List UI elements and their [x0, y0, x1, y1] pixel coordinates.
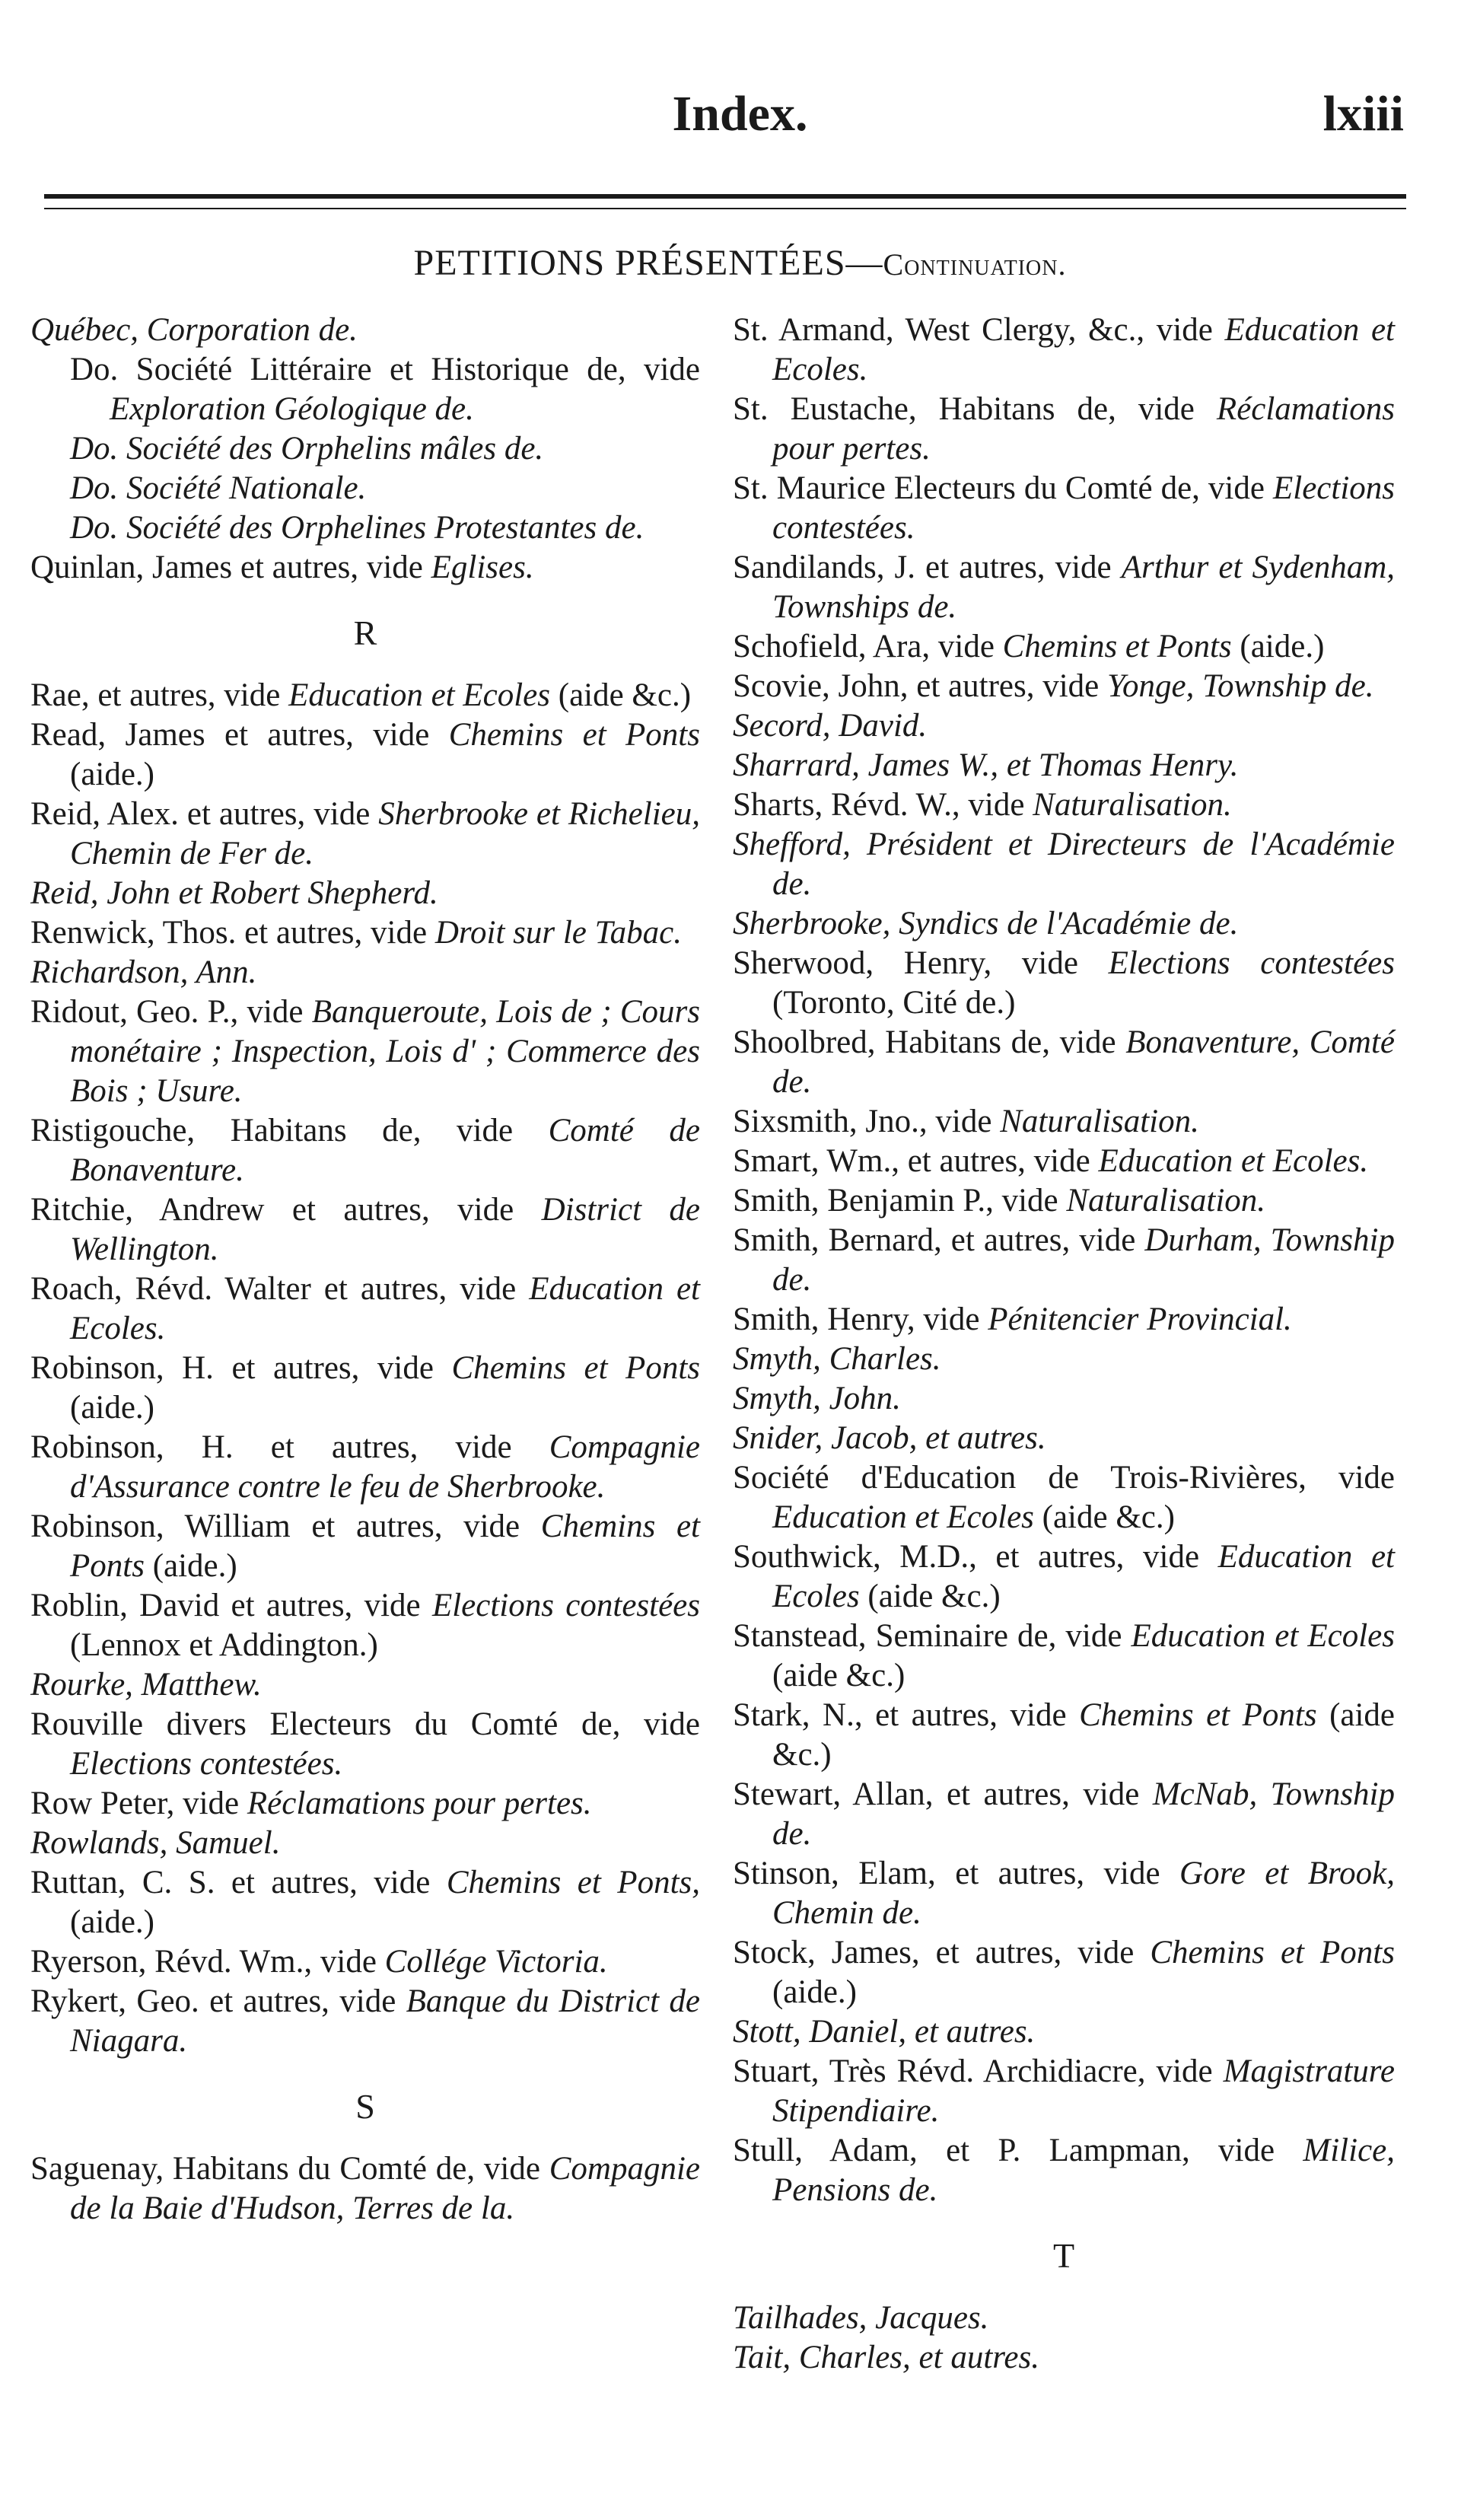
entry-reference: Chemins et Ponts	[448, 717, 700, 753]
entry-text: Reid, Alex. et autres, vide	[30, 796, 379, 832]
entry-reference: Tailhades, Jacques.	[733, 2300, 989, 2336]
entry-text: Ridout, Geo. P., vide	[30, 994, 312, 1030]
entry-text: Smith, Benjamin P., vide	[733, 1183, 1067, 1219]
right-entries-t	[733, 2299, 1395, 2378]
index-entry	[30, 676, 700, 715]
index-entry	[733, 1419, 1395, 1458]
entry-text: Read, James et autres, vide	[30, 717, 449, 753]
index-entry	[733, 2338, 1395, 2378]
entry-text: Roblin, David et autres, vide	[30, 1588, 432, 1623]
index-entry	[733, 548, 1395, 627]
entry-reference: Education et Ecoles	[1131, 1618, 1395, 1654]
entry-text: Row Peter, vide	[30, 1786, 247, 1821]
index-entry	[733, 1854, 1395, 1933]
running-title: Index.	[672, 86, 808, 142]
entry-reference: Chemins et Ponts,	[446, 1865, 700, 1900]
index-entry	[30, 874, 700, 913]
entry-reference: Naturalisation.	[1033, 787, 1232, 823]
section-title-main: PETITIONS PRÉSENTÉES—	[413, 243, 883, 283]
entry-text: Stanstead, Seminaire de, vide	[733, 1618, 1131, 1654]
entry-reference: Yonge, Township de.	[1107, 668, 1374, 704]
index-entry	[733, 1181, 1395, 1221]
index-entry	[733, 667, 1395, 706]
entry-text: Sandilands, J. et autres, vide	[733, 550, 1122, 585]
entry-text: Sherwood, Henry, vide	[733, 945, 1109, 981]
entry-text: Quinlan, James et autres, vide	[30, 550, 431, 585]
index-entry	[733, 469, 1395, 548]
entry-text: Smart, Wm., et autres, vide	[733, 1143, 1099, 1179]
entry-text: (Lennox et Addington.)	[70, 1627, 378, 1663]
left-entries-r	[30, 676, 700, 2061]
right-entries-s	[733, 311, 1395, 2210]
entry-reference: Magistrature Stipendiaire.	[772, 2053, 1395, 2129]
entry-text: Stark, N., et autres, vide	[733, 1697, 1080, 1733]
index-entry	[30, 350, 700, 429]
entry-text: Stewart, Allan, et autres, vide	[733, 1776, 1153, 1812]
index-entry	[30, 1665, 700, 1705]
entry-reference: Do. Société des Orphelines Protestantes de.	[70, 510, 645, 546]
index-entry	[733, 825, 1395, 904]
index-entry	[30, 311, 700, 350]
section-title-continuation: Continuation.	[883, 247, 1067, 282]
index-entry	[733, 1102, 1395, 1142]
entry-reference: Tait, Charles, et autres.	[733, 2340, 1039, 2375]
entry-text: Robinson, H. et autres, vide	[30, 1350, 452, 1386]
entry-text: Smith, Bernard, et autres, vide	[733, 1222, 1145, 1258]
entry-reference: Bonaventure, Comté de.	[772, 1024, 1395, 1100]
entry-text: Schofield, Ara, vide	[733, 629, 1003, 664]
entry-reference: Rowlands, Samuel.	[30, 1825, 281, 1861]
entry-reference: Shefford, Président et Directeurs de l'Académie de.	[733, 827, 1395, 902]
index-entry	[733, 1933, 1395, 2012]
entry-text: Southwick, M.D., et autres, vide	[733, 1539, 1218, 1575]
entry-reference: McNab, Township de.	[772, 1776, 1395, 1852]
entry-reference: Education et Ecoles.	[70, 1271, 700, 1346]
index-entry	[733, 944, 1395, 1023]
index-entry	[733, 904, 1395, 944]
entry-reference: Education et Ecoles.	[1098, 1143, 1369, 1179]
index-entry	[30, 1942, 700, 1982]
index-entry	[733, 1537, 1395, 1617]
entry-reference: Smyth, Charles.	[733, 1341, 941, 1377]
letter-heading-t: T	[1052, 2236, 1075, 2275]
header-rule-thin	[44, 208, 1406, 209]
entry-text: (aide.)	[70, 1904, 155, 1940]
entry-text: (aide &c.)	[550, 677, 692, 713]
index-entry	[733, 2012, 1395, 2052]
entry-text: Do. Société Littéraire et Historique de, vide	[70, 352, 700, 387]
entry-reference: Chemins et Ponts	[70, 1508, 700, 1584]
entry-text: Ryerson, Révd. Wm., vide	[30, 1944, 385, 1980]
entry-reference: Richardson, Ann.	[30, 954, 257, 990]
entry-text: Sixsmith, Jno., vide	[733, 1104, 1001, 1139]
entry-text: Québec, Corporation de.	[30, 312, 358, 348]
right-column	[733, 311, 1395, 2378]
index-entry	[30, 795, 700, 874]
entry-text: Stuart, Très Révd. Archidiacre, vide	[733, 2053, 1224, 2089]
index-entry	[30, 1863, 700, 1942]
index-entry	[30, 508, 700, 548]
index-entry	[733, 1379, 1395, 1419]
letter-heading-s: S	[355, 2087, 375, 2126]
entry-reference: Education et Ecoles.	[772, 312, 1395, 387]
entry-reference: Sherbrooke et Richelieu, Chemin de Fer de.	[70, 796, 700, 871]
entry-text: Stull, Adam, et P. Lampman, vide	[733, 2133, 1303, 2168]
entry-text: (aide.)	[144, 1548, 237, 1584]
entry-reference: Smyth, John.	[733, 1381, 901, 1416]
index-entry	[733, 785, 1395, 825]
entry-reference: Chemins et Ponts	[451, 1350, 700, 1386]
entry-reference: District de Wellington.	[70, 1192, 700, 1267]
entry-text: Rouville divers Electeurs du Comté de, vide	[30, 1706, 700, 1742]
entry-reference: Banque du District de Niagara.	[70, 1983, 700, 2059]
entry-reference: Education et Ecoles	[772, 1499, 1034, 1535]
entry-reference: Exploration Géologique de.	[110, 391, 474, 427]
entry-text: Rykert, Geo. et autres, vide	[30, 1983, 406, 2019]
index-entry	[30, 1824, 700, 1863]
entry-reference: Elections contestées	[431, 1588, 700, 1623]
entry-text: Smith, Henry, vide	[733, 1301, 988, 1337]
index-entry	[733, 1617, 1395, 1696]
entry-reference: Snider, Jacob, et autres.	[733, 1420, 1046, 1456]
entry-text: (aide &c.)	[772, 1658, 906, 1693]
index-entry	[733, 706, 1395, 746]
entry-reference: Compagnie d'Assurance contre le feu de Sherbrooke.	[70, 1429, 700, 1505]
index-entry	[733, 627, 1395, 667]
entry-text: Renwick, Thos. et autres, vide	[30, 915, 435, 951]
entry-reference: Eglises.	[431, 550, 534, 585]
entry-text: (Toronto, Cité de.)	[772, 985, 1016, 1021]
entry-text: St. Armand, West Clergy, &c., vide	[733, 312, 1225, 348]
entry-reference: Chemins et Ponts	[1150, 1935, 1395, 1970]
index-entry	[30, 469, 700, 508]
entry-text: Robinson, H. et autres, vide	[30, 1429, 549, 1465]
left-entries-s	[30, 2149, 700, 2228]
entry-reference: Sherbrooke, Syndics de l'Académie de.	[733, 906, 1239, 941]
entry-text: (aide &c.)	[772, 1697, 1396, 1773]
index-entry	[30, 1507, 700, 1586]
entry-reference: Naturalisation.	[1066, 1183, 1266, 1219]
entry-text: (aide.)	[70, 1390, 155, 1426]
index-entry	[30, 953, 700, 992]
index-entry	[30, 1349, 700, 1428]
entry-reference: Rourke, Matthew.	[30, 1667, 262, 1703]
entry-text: Stinson, Elam, et autres, vide	[733, 1856, 1180, 1891]
index-entry	[30, 1270, 700, 1349]
entry-text: Roach, Révd. Walter et autres, vide	[30, 1271, 530, 1307]
index-entry	[30, 1111, 700, 1190]
entry-reference: Reid, John et Robert Shepherd.	[30, 875, 438, 911]
entry-reference: Do. Société Nationale.	[70, 470, 367, 506]
entry-text: Saguenay, Habitans du Comté de, vide	[30, 2151, 549, 2187]
index-entry	[733, 1221, 1395, 1300]
index-entry	[733, 2052, 1395, 2131]
header-rule-thick	[44, 194, 1406, 199]
index-entry	[30, 1190, 700, 1270]
index-entry	[30, 2149, 700, 2228]
page-header	[0, 85, 1480, 154]
entry-reference: Stott, Daniel, et autres.	[733, 2014, 1036, 2050]
entry-reference: Secord, David.	[733, 708, 928, 744]
index-entry	[30, 1428, 700, 1507]
entry-text: (aide &c.)	[859, 1579, 1001, 1614]
index-entry	[733, 746, 1395, 785]
index-entry	[30, 1784, 700, 1824]
entry-text: Stock, James, et autres, vide	[733, 1935, 1151, 1970]
entry-reference: Gore et Brook, Chemin de.	[772, 1856, 1395, 1931]
entry-text: Scovie, John, et autres, vide	[733, 668, 1108, 704]
index-entry	[733, 1340, 1395, 1379]
entry-text: (aide.)	[772, 1974, 858, 2010]
entry-reference: Chemins et Ponts	[1079, 1697, 1317, 1733]
entry-text: Ritchie, Andrew et autres, vide	[30, 1192, 542, 1228]
index-entry	[733, 1142, 1395, 1181]
entry-text: Ruttan, C. S. et autres, vide	[30, 1865, 447, 1900]
entry-reference: Education et Ecoles	[288, 677, 550, 713]
index-entry	[30, 548, 700, 588]
index-entry	[30, 1586, 700, 1665]
entry-reference: Milice, Pensions de.	[772, 2133, 1395, 2208]
entry-text: (aide.)	[1231, 629, 1325, 664]
entry-text: Shoolbred, Habitans de, vide	[733, 1024, 1126, 1060]
entry-reference: Compagnie de la Baie d'Hudson, Terres de la.	[70, 2151, 700, 2226]
entry-text: (aide &c.)	[1033, 1499, 1175, 1535]
index-entry	[733, 1023, 1395, 1102]
entry-text: Rae, et autres, vide	[30, 677, 289, 713]
entry-reference: Education et Ecoles	[772, 1539, 1395, 1614]
entry-reference: Droit sur le Tabac.	[434, 915, 682, 951]
entry-text: Société d'Education de Trois-Rivières, vide	[733, 1460, 1395, 1496]
section-title	[0, 242, 1480, 284]
index-entry	[733, 2299, 1395, 2338]
index-entry	[30, 1982, 700, 2061]
entry-text: Sharts, Révd. W., vide	[733, 787, 1033, 823]
entry-reference: Pénitencier Provincial.	[988, 1301, 1292, 1337]
entry-text: (aide.)	[70, 757, 155, 792]
entry-reference: Elections contestées.	[772, 470, 1395, 546]
entry-reference: Elections contestées	[1108, 945, 1395, 981]
letter-heading-r: R	[353, 613, 377, 652]
index-entry	[30, 429, 700, 469]
index-entry	[30, 715, 700, 795]
index-entry	[733, 1696, 1395, 1775]
index-entry	[733, 390, 1395, 469]
entry-reference: Durham, Township de.	[772, 1222, 1395, 1298]
page-number: lxiii	[1322, 86, 1404, 142]
index-entry	[733, 311, 1395, 390]
entry-reference: Banqueroute, Lois de ; Cours monétaire ; Inspection, Lois d' ; Commerce des Bois ; Usure.	[70, 994, 700, 1109]
entry-text: Robinson, William et autres, vide	[30, 1508, 541, 1544]
index-entry	[30, 1705, 700, 1784]
left-entries-q	[30, 311, 700, 588]
index-entry	[733, 1300, 1395, 1340]
entry-text: St. Maurice Electeurs du Comté de, vide	[733, 470, 1273, 506]
entry-reference: Réclamations pour pertes.	[772, 391, 1395, 467]
entry-reference: Collége Victoria.	[384, 1944, 608, 1980]
index-entry	[733, 1458, 1395, 1537]
entry-reference: Elections contestées.	[70, 1746, 343, 1782]
entry-text: Ristigouche, Habitans de, vide	[30, 1113, 549, 1148]
entry-reference: Do. Société des Orphelins mâles de.	[70, 431, 544, 467]
entry-reference: Chemins et Ponts	[1002, 629, 1232, 664]
entry-reference: Sharrard, James W., et Thomas Henry.	[733, 747, 1239, 783]
index-entry	[733, 1775, 1395, 1854]
entry-text: St. Eustache, Habitans de, vide	[733, 391, 1217, 427]
index-entry	[30, 913, 700, 953]
index-entry	[733, 2131, 1395, 2210]
entry-reference: Naturalisation.	[1000, 1104, 1199, 1139]
entry-reference: Comté de Bonaventure.	[70, 1113, 700, 1188]
entry-reference: Arthur et Sydenham, Townships de.	[772, 550, 1395, 625]
entry-reference: Réclamations pour pertes.	[247, 1786, 592, 1821]
index-entry	[30, 992, 700, 1111]
left-column	[30, 311, 700, 2228]
